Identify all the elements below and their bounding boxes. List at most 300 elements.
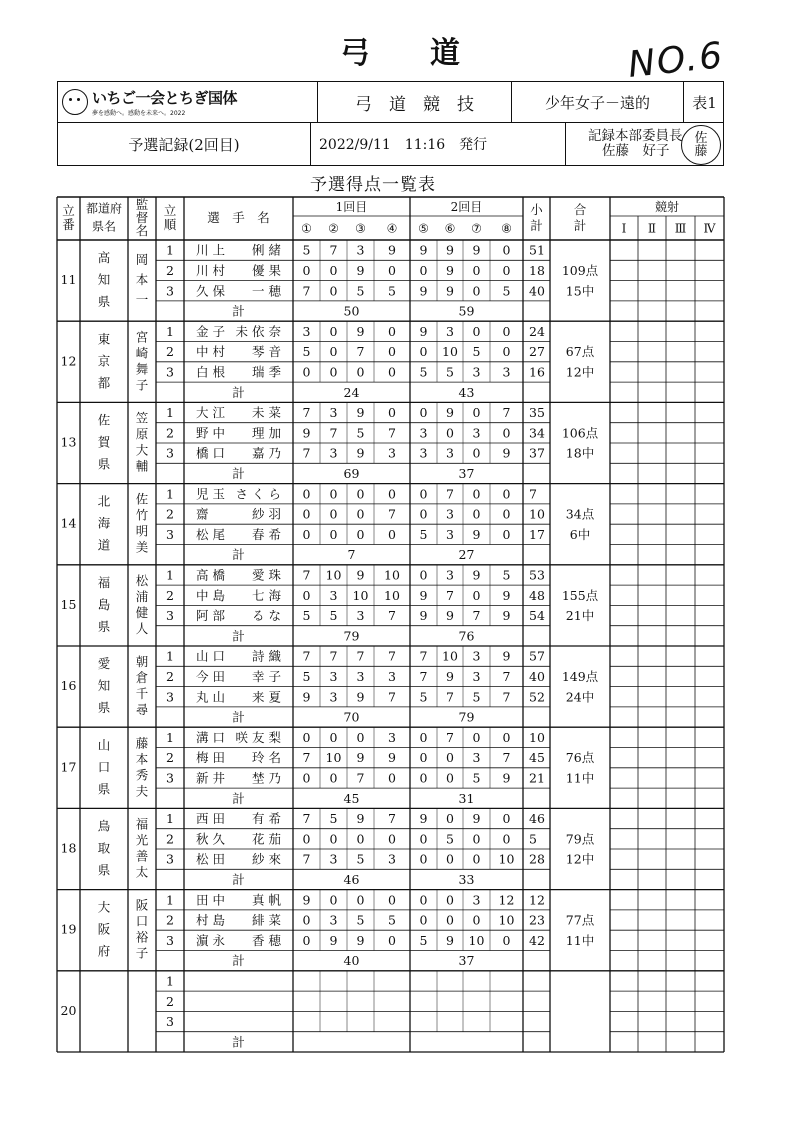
shot-score: 3 [472,668,481,684]
team-prefecture: 京 [97,353,111,369]
shot-score: 9 [472,242,481,258]
header-shot-7: ⑦ [471,221,482,236]
team-prefecture: 北 [97,493,111,509]
shot-score: 10 [384,587,400,603]
shot-score: 0 [502,831,511,847]
player-subtotal: 53 [529,567,545,583]
shot-score: 0 [356,729,365,745]
shot-score: 5 [446,364,454,380]
shot-score: 0 [388,770,396,786]
shot-score: 0 [419,486,428,502]
team-prefecture: 府 [97,943,111,959]
team-total-hits: 11中 [565,932,595,948]
header-shot-4: ④ [386,221,398,236]
shot-score: 9 [302,892,311,908]
shot-score: 7 [502,689,511,705]
shot-score: 7 [302,851,311,867]
player-order: 2 [166,668,174,684]
team-total-hits: 18中 [565,445,595,461]
team-coach: 子 [135,945,149,961]
team-coach: 美 [135,539,149,555]
shot-score: 3 [329,445,338,461]
player-name: 愛珠 [251,567,285,583]
shot-score: 7 [388,648,396,664]
team-number: 15 [60,596,77,612]
player-name: 七海 [251,587,285,603]
player-order: 2 [166,831,174,847]
shot-score: 7 [446,587,454,603]
team-round1-total: 69 [343,465,360,481]
header-shot-1: ① [301,221,312,236]
team-number: 16 [60,678,77,694]
shot-score: 7 [472,608,481,624]
shot-score: 0 [502,811,511,827]
shot-score: 0 [446,811,454,827]
shot-score: 9 [446,242,454,258]
team-kei-label: 計 [232,953,245,969]
team-total-hits: 6中 [569,526,591,542]
shot-score: 9 [446,405,454,421]
shot-score: 0 [329,506,338,522]
player-name: 瑞季 [251,364,285,380]
shot-score: 9 [502,445,511,461]
player-name: 埜乃 [251,770,285,786]
player-name: 嘉乃 [251,445,285,461]
shot-score: 0 [388,364,396,380]
team-number: 13 [60,434,77,450]
team-round1-total: 50 [343,303,360,319]
team-round2-total: 33 [458,871,475,887]
team-round2-total: 59 [458,303,475,319]
team-total-points: 149点 [561,668,599,684]
shot-score: 0 [329,344,338,360]
player-order: 3 [166,526,174,542]
shot-score: 5 [356,851,365,867]
player-name: 阿部 [196,608,230,624]
shot-score: 9 [419,811,428,827]
team-prefecture: 県 [97,456,111,472]
player-subtotal: 16 [529,364,545,380]
team-prefecture: 山 [97,737,111,753]
shot-score: 0 [388,262,396,278]
team-coach: 崎 [135,345,149,361]
shot-score: 5 [502,283,511,299]
shot-score: 9 [419,283,428,299]
player-subtotal: 10 [529,506,545,522]
shot-score: 9 [502,587,511,603]
team-coach: 善 [135,848,149,864]
shot-score: 0 [329,526,338,542]
header-tachi: 立 [62,203,75,218]
shot-score: 10 [352,587,369,603]
team-round1-total: 7 [347,547,356,563]
player-name: 真帆 [251,892,285,908]
team-coach: 輔 [135,458,149,474]
shot-score: 5 [446,831,454,847]
player-order: 2 [166,262,174,278]
shot-score: 5 [329,608,338,624]
player-order: 1 [166,648,174,664]
team-total-points: 109点 [561,262,599,278]
shot-score: 0 [472,831,481,847]
table-number: 表1 [692,93,717,112]
player-subtotal: 28 [529,851,545,867]
shot-score: 0 [388,405,396,421]
team-kei-label: 計 [232,628,245,644]
team-number: 14 [60,515,77,531]
player-order: 3 [166,851,174,867]
shot-score: 5 [419,364,428,380]
team-number: 18 [60,840,77,856]
shot-score: 3 [356,608,365,624]
table-subtitle: 予選得点一覧表 [310,175,436,195]
shot-score: 7 [388,811,396,827]
header-coach: 監 [135,197,149,212]
shot-score: 7 [446,729,454,745]
shot-score: 10 [325,750,342,766]
player-name: 梅田 [196,750,230,766]
shot-score: 0 [302,770,311,786]
header-order: 立 [163,203,177,218]
player-name: 白根 [196,364,230,380]
player-name: 松田 [196,851,230,867]
shot-score: 5 [419,526,428,542]
shot-score: 9 [446,262,454,278]
shot-score: 0 [302,831,311,847]
shot-score: 0 [472,587,481,603]
shot-score: 3 [446,506,454,522]
player-order: 1 [166,405,174,421]
header-shot-3: ③ [355,221,366,236]
player-name: 新井 [196,770,230,786]
shot-score: 0 [419,892,428,908]
shot-score: 0 [472,262,481,278]
shot-score: 9 [419,608,428,624]
shot-score: 0 [329,831,338,847]
shot-score: 7 [302,811,311,827]
player-name: 川上 [196,242,230,258]
shot-score: 9 [356,811,365,827]
shot-score: 7 [388,506,396,522]
player-name: 未依奈 [235,323,285,339]
shot-score: 9 [356,689,365,705]
shot-score: 0 [502,932,511,948]
team-total-hits: 24中 [565,689,595,705]
shot-score: 0 [502,506,511,522]
shot-score: 0 [419,831,428,847]
shot-score: 9 [356,750,365,766]
shot-score: 9 [502,648,511,664]
player-name: 玲名 [251,750,285,766]
player-name: 有希 [251,811,285,827]
player-order: 1 [166,486,174,502]
player-subtotal: 51 [529,242,545,258]
shot-score: 10 [442,344,458,360]
header-pref: 県名 [91,219,117,234]
team-coach: 尋 [135,702,149,718]
committee-title: 記録本部委員長 [588,128,683,144]
header-shot-6: ⑥ [444,221,456,236]
shot-score: 9 [356,445,365,461]
player-name: 村島 [196,912,230,928]
player-name: 大江 [196,405,230,421]
shot-score: 12 [498,892,515,908]
player-name: 田中 [196,892,230,908]
header-player: 選 手 名 [207,210,270,225]
shot-score: 10 [325,567,342,583]
shot-score: 0 [472,729,481,745]
player-order: 2 [166,993,174,1009]
player-name: 西田 [196,811,230,827]
player-name: 咲友梨 [235,729,285,745]
shot-score: 0 [472,283,481,299]
player-subtotal: 17 [529,526,545,542]
player-name: 中村 [196,344,230,360]
shot-score: 0 [419,344,428,360]
player-subtotal: 34 [529,425,545,441]
player-subtotal: 24 [529,323,545,339]
header-shot-8: ⑧ [501,221,512,236]
team-prefecture: 知 [97,272,111,288]
shot-score: 3 [472,750,481,766]
team-round2-total: 27 [458,547,475,563]
player-name: 紗羽 [251,506,285,522]
player-order: 3 [166,608,174,624]
shot-score: 0 [446,912,454,928]
shot-score: 0 [419,262,428,278]
player-subtotal: 35 [529,405,545,421]
player-name: 橋口 [196,445,230,461]
team-total-points: 79点 [565,831,595,847]
player-order: 3 [166,770,174,786]
shot-score: 5 [302,344,311,360]
shot-score: 0 [419,851,428,867]
shot-score: 7 [302,445,311,461]
shot-score: 7 [388,689,396,705]
team-total-hits: 11中 [565,770,595,786]
shot-score: 10 [498,851,515,867]
team-total-points: 106点 [561,425,599,441]
shot-score: 10 [498,912,515,928]
shot-score: 9 [302,425,311,441]
shot-score: 0 [329,486,338,502]
team-prefecture: 県 [97,862,111,878]
team-prefecture: 県 [97,618,111,634]
shot-score: 3 [388,668,396,684]
player-subtotal: 52 [529,689,545,705]
shot-score: 5 [356,425,365,441]
seal-stamp: 佐藤 [681,125,721,165]
shot-score: 10 [384,567,400,583]
team-kei-label: 計 [232,790,245,806]
record-title: 予選記録(2回目) [58,123,311,165]
player-order: 1 [166,567,174,583]
header-shot-2: ② [328,221,339,236]
shot-score: 7 [419,668,428,684]
player-name: 今田 [196,668,230,684]
shot-score: 0 [302,932,311,948]
issued-time: 2022/9/11 11:16 発行 [311,123,566,165]
shot-score: 3 [388,445,396,461]
logo-text: いちご一会とちぎ国体 [92,89,238,107]
team-round1-total: 79 [343,628,360,644]
team-round1-total: 40 [343,953,360,969]
player-name: るな [251,608,285,624]
shot-score: 0 [472,506,481,522]
team-round2-total: 37 [458,953,475,969]
shot-score: 9 [356,567,365,583]
shot-score: 9 [502,770,511,786]
player-name: 秋久 [196,831,230,847]
shot-score: 3 [329,668,338,684]
shot-score: 9 [472,567,481,583]
team-round1-total: 24 [343,384,360,400]
player-subtotal: 37 [529,445,545,461]
team-coach: 裕 [135,929,149,945]
shot-score: 3 [329,912,338,928]
shot-score: 10 [468,932,485,948]
shot-score: 5 [472,770,481,786]
header-shootoff-col: Ⅱ [647,221,657,236]
shot-score: 3 [356,242,365,258]
player-subtotal: 45 [529,750,545,766]
shot-score: 3 [472,364,481,380]
shot-score: 3 [472,648,481,664]
team-round1-total: 45 [343,790,360,806]
shot-score: 9 [446,668,454,684]
committee-name: 佐藤 好子 [602,143,670,159]
player-order: 1 [166,729,174,745]
team-coach: 笠 [135,410,149,426]
shot-score: 0 [329,262,338,278]
shot-score: 3 [472,892,481,908]
shot-score: 0 [356,486,365,502]
team-coach: 岡 [135,252,149,268]
team-kei-label: 計 [232,871,245,887]
shot-score: 0 [419,729,428,745]
shot-score: 0 [472,486,481,502]
header-shootoff-col: Ⅳ [703,221,716,236]
shot-score: 7 [356,648,365,664]
team-prefecture: 佐 [97,412,111,428]
player-subtotal: 46 [529,811,545,827]
team-round2-total: 76 [458,628,475,644]
team-number: 17 [60,759,77,775]
team-total-hits: 12中 [565,851,595,867]
player-subtotal: 40 [529,668,545,684]
team-prefecture: 高 [97,250,111,266]
team-coach: 光 [135,832,149,848]
team-coach: 大 [135,442,149,458]
team-coach: 藤 [135,735,149,751]
player-order: 1 [166,973,174,989]
player-name: 俐緒 [251,242,285,258]
team-kei-label: 計 [232,384,245,400]
team-prefecture: 都 [97,375,111,391]
player-subtotal: 40 [529,283,545,299]
player-name: 香穂 [251,932,285,948]
shot-score: 5 [356,912,365,928]
team-prefecture: 大 [97,899,111,915]
player-order: 3 [166,689,174,705]
shot-score: 5 [419,689,428,705]
header-subtotal: 小 [530,202,543,217]
shot-score: 7 [446,689,454,705]
shot-score: 0 [419,405,428,421]
team-kei-label: 計 [232,1034,245,1050]
team-coach: 太 [135,864,149,880]
team-coach: 本 [135,751,149,767]
team-coach: 佐 [135,491,149,507]
shot-score: 0 [472,912,481,928]
shot-score: 0 [502,526,511,542]
shot-score: 9 [329,932,338,948]
shot-score: 0 [502,344,511,360]
team-prefecture: 取 [97,840,111,856]
player-order: 2 [166,344,174,360]
shot-score: 0 [388,526,396,542]
shot-score: 5 [472,689,481,705]
player-order: 2 [166,506,174,522]
shot-score: 0 [388,831,396,847]
shot-score: 0 [388,892,396,908]
shot-score: 7 [329,425,338,441]
team-number: 20 [60,1002,77,1018]
shot-score: 9 [472,811,481,827]
team-prefecture: 口 [97,759,111,775]
shot-score: 7 [302,405,311,421]
shot-score: 0 [502,729,511,745]
player-subtotal: 21 [529,770,545,786]
shot-score: 0 [388,344,396,360]
player-name: 未菜 [251,405,285,421]
shot-score: 9 [446,608,454,624]
player-order: 1 [166,811,174,827]
shot-score: 3 [302,323,311,339]
shot-score: 0 [356,506,365,522]
shot-score: 0 [356,831,365,847]
player-subtotal: 48 [529,587,545,603]
shot-score: 0 [329,892,338,908]
shot-score: 5 [302,242,311,258]
team-prefecture: 県 [97,781,111,797]
shot-score: 3 [419,445,428,461]
shot-score: 7 [388,608,396,624]
player-order: 1 [166,323,174,339]
header-total: 計 [573,218,587,233]
team-coach: 口 [135,913,149,929]
player-order: 3 [166,445,174,461]
shot-score: 0 [502,323,511,339]
team-coach: 夫 [135,783,149,799]
team-coach: 千 [135,686,149,702]
shot-score: 0 [472,445,481,461]
shot-score: 3 [329,689,338,705]
player-name: 幸子 [251,668,285,684]
shot-score: 0 [419,770,428,786]
shot-score: 7 [502,750,511,766]
team-total-hits: 21中 [565,608,595,624]
team-prefecture: 島 [97,596,111,612]
shot-score: 7 [302,283,311,299]
shot-score: 0 [388,323,396,339]
header-total: 合 [573,202,587,217]
team-number: 19 [60,921,77,937]
shot-score: 0 [502,262,511,278]
shot-score: 0 [472,851,481,867]
shot-score: 9 [502,608,511,624]
shot-score: 9 [356,262,365,278]
